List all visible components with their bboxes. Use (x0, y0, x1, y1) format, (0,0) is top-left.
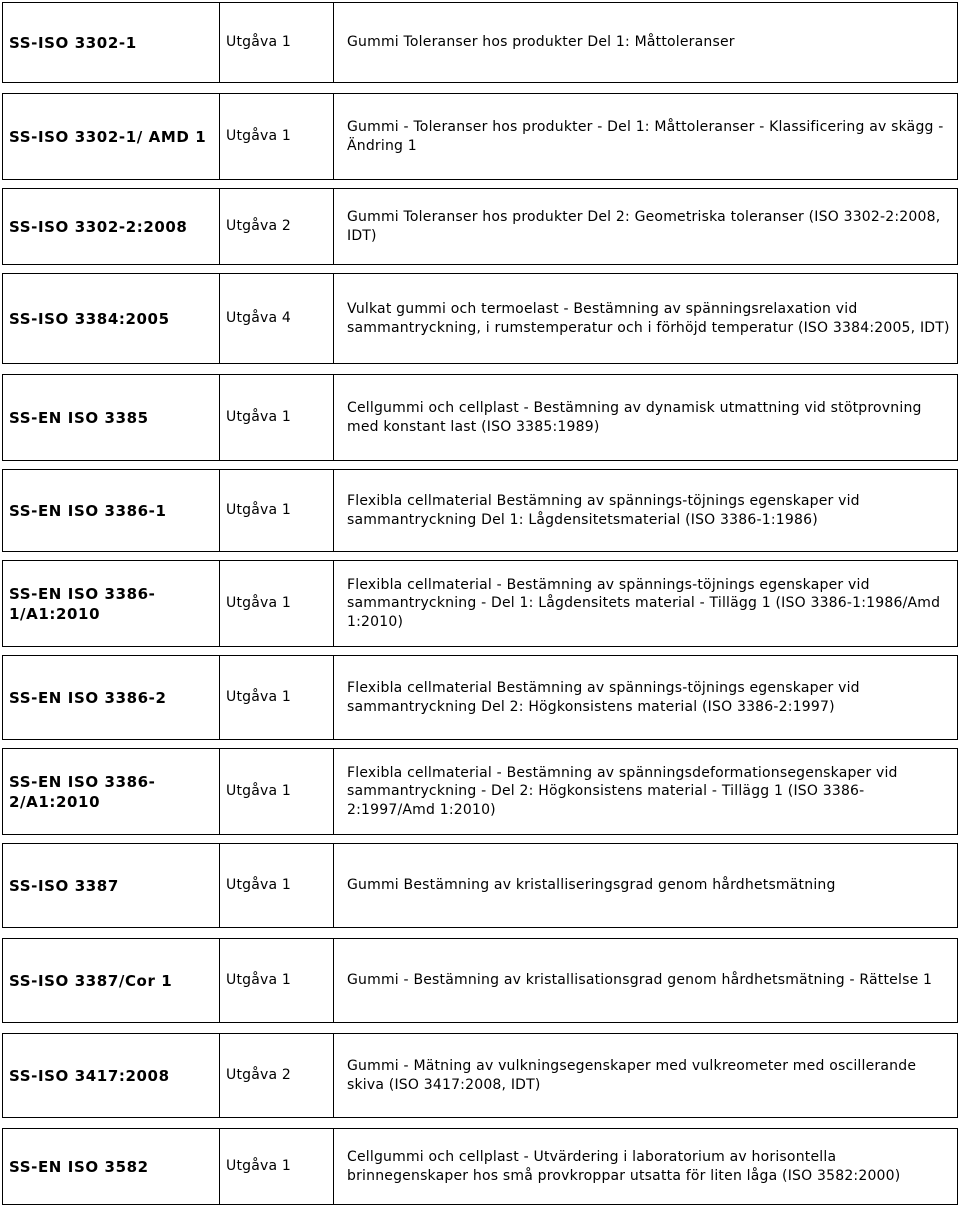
table-row (3, 844, 958, 928)
table-row (3, 749, 958, 835)
row-gap (3, 1023, 958, 1034)
standard-title: Gummi Bestämning av kristalliseringsgrad genom hårdhetsmätning (334, 844, 958, 928)
table-row (3, 1034, 958, 1118)
table-row (3, 1129, 958, 1205)
standard-title: Gummi - Bestämning av kristallisationsgrad genom hårdhetsmätning - Rättelse 1 (334, 939, 958, 1023)
standard-title: Flexibla cellmaterial Bestämning av spännings-töjnings egenskaper vid sammantryckning Del 2: Högkonsistens material (ISO 3386-2:1997) (334, 656, 958, 740)
standards-table-body (3, 3, 958, 1205)
row-gap (3, 647, 958, 656)
standard-edition: Utgåva 1 (220, 3, 334, 83)
row-gap (3, 180, 958, 189)
standard-edition: Utgåva 1 (220, 1129, 334, 1205)
standard-edition: Utgåva 2 (220, 189, 334, 265)
standard-number: SS-ISO 3387 (3, 844, 220, 928)
standard-title: Flexibla cellmaterial - Bestämning av spänningsdeformationsegenskaper vid sammantryckning - Del 2: Högkonsistens material - Tillägg 1 (ISO 3386-2:1997/Amd 1:2010) (334, 749, 958, 835)
row-gap (3, 461, 958, 470)
standard-number: SS-EN ISO 3386-1 (3, 470, 220, 552)
standard-number: SS-ISO 3417:2008 (3, 1034, 220, 1118)
table-row (3, 939, 958, 1023)
standard-number: SS-ISO 3302-1/ AMD 1 (3, 94, 220, 180)
table-row (3, 3, 958, 83)
standard-number: SS-ISO 3387/Cor 1 (3, 939, 220, 1023)
table-row (3, 375, 958, 461)
standard-edition: Utgåva 1 (220, 844, 334, 928)
standard-title: Cellgummi och cellplast - Utvärdering i laboratorium av horisontella brinnegenskaper hos små provkroppar utsatta för liten låga (ISO 3582:2000) (334, 1129, 958, 1205)
standard-title: Vulkat gummi och termoelast - Bestämning av spänningsrelaxation vid sammantryckning, i rumstemperatur och i förhöjd temperatur (ISO 3384:2005, IDT) (334, 274, 958, 364)
row-gap (3, 83, 958, 94)
table-row (3, 561, 958, 647)
standard-edition: Utgåva 1 (220, 656, 334, 740)
standard-edition: Utgåva 2 (220, 1034, 334, 1118)
row-gap (3, 928, 958, 939)
standard-number: SS-ISO 3384:2005 (3, 274, 220, 364)
standard-edition: Utgåva 4 (220, 274, 334, 364)
row-gap (3, 740, 958, 749)
row-gap (3, 552, 958, 561)
standard-title: Flexibla cellmaterial - Bestämning av spännings-töjnings egenskaper vid sammantryckning - Del 1: Lågdensitets material - Tillägg 1 (ISO 3386-1:1986/Amd 1:2010) (334, 561, 958, 647)
standard-title: Flexibla cellmaterial Bestämning av spännings-töjnings egenskaper vid sammantryckning Del 1: Lågdensitetsmaterial (ISO 3386-1:1986) (334, 470, 958, 552)
standard-number: SS-EN ISO 3386-1/A1:2010 (3, 561, 220, 647)
table-row (3, 470, 958, 552)
standard-title: Gummi Toleranser hos produkter Del 2: Geometriska toleranser (ISO 3302-2:2008, IDT) (334, 189, 958, 265)
standard-number: SS-ISO 3302-1 (3, 3, 220, 83)
standard-edition: Utgåva 1 (220, 470, 334, 552)
table-row (3, 656, 958, 740)
table-row (3, 274, 958, 364)
standard-title: Gummi Toleranser hos produkter Del 1: Måttoleranser (334, 3, 958, 83)
row-gap (3, 835, 958, 844)
standard-number: SS-EN ISO 3385 (3, 375, 220, 461)
standard-edition: Utgåva 1 (220, 375, 334, 461)
standard-number: SS-EN ISO 3386-2 (3, 656, 220, 740)
standard-number: SS-EN ISO 3386-2/A1:2010 (3, 749, 220, 835)
row-gap (3, 265, 958, 274)
standard-edition: Utgåva 1 (220, 561, 334, 647)
standard-number: SS-ISO 3302-2:2008 (3, 189, 220, 265)
row-gap (3, 1118, 958, 1129)
standard-title: Cellgummi och cellplast - Bestämning av dynamisk utmattning vid stötprovning med konstant last (ISO 3385:1989) (334, 375, 958, 461)
table-row (3, 189, 958, 265)
standard-edition: Utgåva 1 (220, 939, 334, 1023)
standard-edition: Utgåva 1 (220, 94, 334, 180)
standard-number: SS-EN ISO 3582 (3, 1129, 220, 1205)
standard-edition: Utgåva 1 (220, 749, 334, 835)
row-gap (3, 364, 958, 375)
standard-title: Gummi - Mätning av vulkningsegenskaper med vulkreometer med oscillerande skiva (ISO 3417:2008, IDT) (334, 1034, 958, 1118)
standards-table (2, 2, 958, 1205)
table-row (3, 94, 958, 180)
standard-title: Gummi - Toleranser hos produkter - Del 1: Måttoleranser - Klassificering av skägg - Ändring 1 (334, 94, 958, 180)
